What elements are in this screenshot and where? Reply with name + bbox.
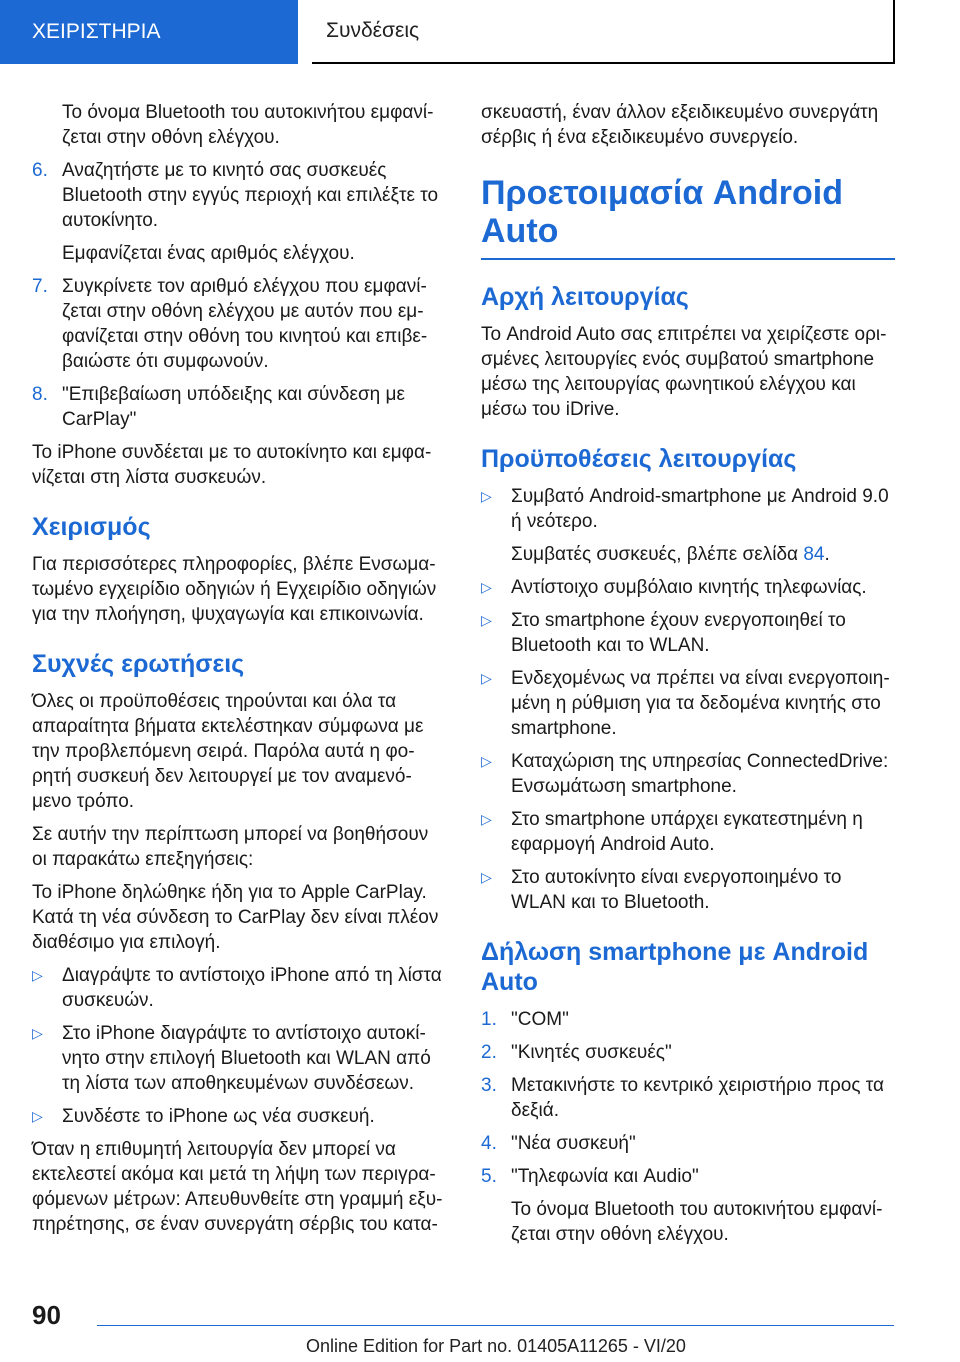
requirement-note: Συμβατές συσκευές, βλέπε σελίδα 84. (511, 544, 830, 565)
section-tab: ΧΕΙΡΙΣΤΗΡΙΑ (0, 0, 298, 64)
left-column (32, 100, 446, 1245)
bullet-item (481, 666, 895, 741)
bullet-text: Στο smartphone υπάρχει εγκατεστημένη η εφαρμογή Android Auto. (511, 809, 863, 855)
bullet-item (32, 1021, 446, 1096)
paragraph: Σε αυτήν την περίπτωση μπορεί να βοηθήσουν οι παρακάτω επεξηγήσεις: (32, 824, 429, 870)
bullet-item (481, 575, 895, 600)
step-item (32, 158, 446, 233)
chapter-title: Συνδέσεις (312, 0, 895, 64)
triangle-bullet-icon: ▷ (481, 488, 492, 504)
step-item (481, 1040, 895, 1065)
step-item (481, 1131, 895, 1156)
heading-android-auto: Προετοιμασία Android Auto (481, 174, 843, 250)
step-text: "Τηλεφωνία και Audio" (511, 1166, 699, 1187)
step-number: 8. (32, 384, 48, 405)
bullet-text: Διαγράψτε το αντίστοιχο iPhone από τη λίστα συσκευών. (62, 965, 442, 1011)
bullet-item (481, 865, 895, 915)
paragraph: σκευαστή, έναν άλλον εξειδικευμένο συνεργάτη σέρβις ή ένα εξειδικευμένο συνεργείο. (481, 102, 879, 148)
paragraph: Το όνομα Bluetooth του αυτοκινήτου εμφανί- ζεται στην οθόνη ελέγχου. (511, 1199, 883, 1245)
bullet-text: Στο αυτοκίνητο είναι ενεργοποιημένο το WLAN και το Bluetooth. (511, 867, 842, 913)
step-item (481, 1073, 895, 1123)
triangle-bullet-icon: ▷ (32, 1025, 43, 1041)
step-number: 1. (481, 1009, 497, 1030)
triangle-bullet-icon: ▷ (32, 967, 43, 983)
triangle-bullet-icon: ▷ (481, 670, 492, 686)
step-text: "Νέα συσκευή" (511, 1133, 636, 1154)
page-link[interactable]: 84 (803, 544, 825, 565)
step-text: "COM" (511, 1009, 569, 1030)
bullet-text: Συμβατό Android-smartphone με Android 9.0 ή νεότερο. (511, 486, 889, 532)
bullet-text: Στο iPhone διαγράψτε το αντίστοιχο αυτοκί- νητο στην επιλογή Bluetooth και WLAN από τη λίστα των αποθηκευμένων συνδέσεων. (62, 1023, 431, 1094)
step-item (32, 274, 446, 374)
step-item (481, 1164, 895, 1189)
step-number: 2. (481, 1042, 497, 1063)
footer-edition: Online Edition for Part no. 01405A11265 - VI/20 (306, 1336, 686, 1356)
bullet-item (481, 749, 895, 799)
step-number: 5. (481, 1166, 497, 1187)
bullet-text: Ενδεχομένως να πρέπει να είναι ενεργοποιη- μένη η ρύθμιση για τα δεδομένα κινητής στο smartphone. (511, 668, 890, 739)
paragraph: Το iPhone συνδέεται με το αυτοκίνητο και εμφα- νίζεται στη λίστα συσκευών. (32, 442, 432, 488)
step-text: Συγκρίνετε τον αριθμό ελέγχου που εμφανί- ζεται στην οθόνη ελέγχου με αυτόν που εμ- φανίζεται στην οθόνη του κινητού και επιβε- βαιώστε ότι συμφωνούν. (62, 276, 428, 372)
bullet-item (32, 963, 446, 1013)
bullet-text: Στο smartphone έχουν ενεργοποιηθεί το Bluetooth και το WLAN. (511, 610, 846, 656)
step-number: 7. (32, 276, 48, 297)
right-column (481, 100, 895, 1255)
page-number: 90 (32, 1300, 61, 1330)
heading-register: Δήλωση smartphone με Android Auto (481, 938, 869, 996)
triangle-bullet-icon: ▷ (481, 579, 492, 595)
step-text: "Κινητές συσκευές" (511, 1042, 672, 1063)
heading-faq: Συχνές ερωτήσεις (32, 650, 245, 678)
paragraph: Το όνομα Bluetooth του αυτοκινήτου εμφανί- ζεται στην οθόνη ελέγχου. (62, 102, 434, 148)
paragraph: Το Android Auto σας επιτρέπει να χειρίζεστε ορι- σμένες λειτουργίες ενός συμβατού smartphone μέσω της λειτουργίας φωνητικού ελέγχου και μέσω του iDrive. (481, 324, 887, 420)
bullet-text: Αντίστοιχο συμβόλαιο κινητής τηλεφωνίας. (511, 577, 867, 598)
step-item (32, 382, 446, 432)
paragraph: Όλες οι προϋποθέσεις τηρούνται και όλα τα απαραίτητα βήματα εκτελέστηκαν σύμφωνα με την προβλεπόμενη σειρά. Παρόλα αυτά η φο- ρητή συσκευή δεν λειτουργεί με τον αναμενό- μενο τρόπο. (32, 691, 424, 812)
step-note: Εμφανίζεται ένας αριθμός ελέγχου. (62, 243, 355, 264)
bullet-item (481, 608, 895, 658)
bullet-item (481, 807, 895, 857)
bullet-item (481, 484, 895, 534)
triangle-bullet-icon: ▷ (481, 869, 492, 885)
step-number: 6. (32, 160, 48, 181)
step-text: Μετακινήστε το κεντρικό χειριστήριο προς τα δεξιά. (511, 1075, 884, 1121)
triangle-bullet-icon: ▷ (481, 753, 492, 769)
page-header (0, 0, 960, 64)
note-text: Συμβατές συσκευές, βλέπε σελίδα (511, 544, 799, 565)
heading-rule (481, 258, 895, 260)
paragraph: Το iPhone δηλώθηκε ήδη για το Apple CarPlay. Κατά τη νέα σύνδεση το CarPlay δεν είναι πλέον διαθέσιμο για επιλογή. (32, 882, 439, 953)
triangle-bullet-icon: ▷ (32, 1108, 43, 1124)
step-text: Αναζητήστε με το κινητό σας συσκευές Bluetooth στην εγγύς περιοχή και επιλέξτε το αυτοκίνητο. (62, 160, 439, 231)
triangle-bullet-icon: ▷ (481, 811, 492, 827)
heading-requirements: Προϋποθέσεις λειτουργίας (481, 445, 797, 473)
step-number: 3. (481, 1075, 497, 1096)
bullet-text: Καταχώριση της υπηρεσίας ConnectedDrive: Ενσωμάτωση smartphone. (511, 751, 889, 797)
triangle-bullet-icon: ▷ (481, 612, 492, 628)
bullet-text: Συνδέστε το iPhone ως νέα συσκευή. (62, 1106, 375, 1127)
paragraph: Όταν η επιθυμητή λειτουργία δεν μπορεί να εκτελεστεί ακόμα και μετά τη λήψη των περιγρα- φόμενων μέτρων: Απευθυνθείτε στη γραμμή εξυ- πηρέτησης, σε έναν συνεργάτη σέρβις του κατα- (32, 1139, 443, 1235)
heading-principle: Αρχή λειτουργίας (481, 283, 689, 311)
step-item (481, 1007, 895, 1032)
heading-operation: Χειρισμός (32, 513, 151, 541)
step-number: 4. (481, 1133, 497, 1154)
bullet-item (32, 1104, 446, 1129)
step-text: "Επιβεβαίωση υπόδειξης και σύνδεση με CarPlay" (62, 384, 405, 430)
paragraph: Για περισσότερες πληροφορίες, βλέπε Ενσωμα- τωμένο εγχειρίδιο οδηγιών ή Εγχειρίδιο οδηγιών για την πλοήγηση, ψυχαγωγία και επικοινωνία. (32, 554, 437, 625)
footer-rule (97, 1325, 894, 1326)
